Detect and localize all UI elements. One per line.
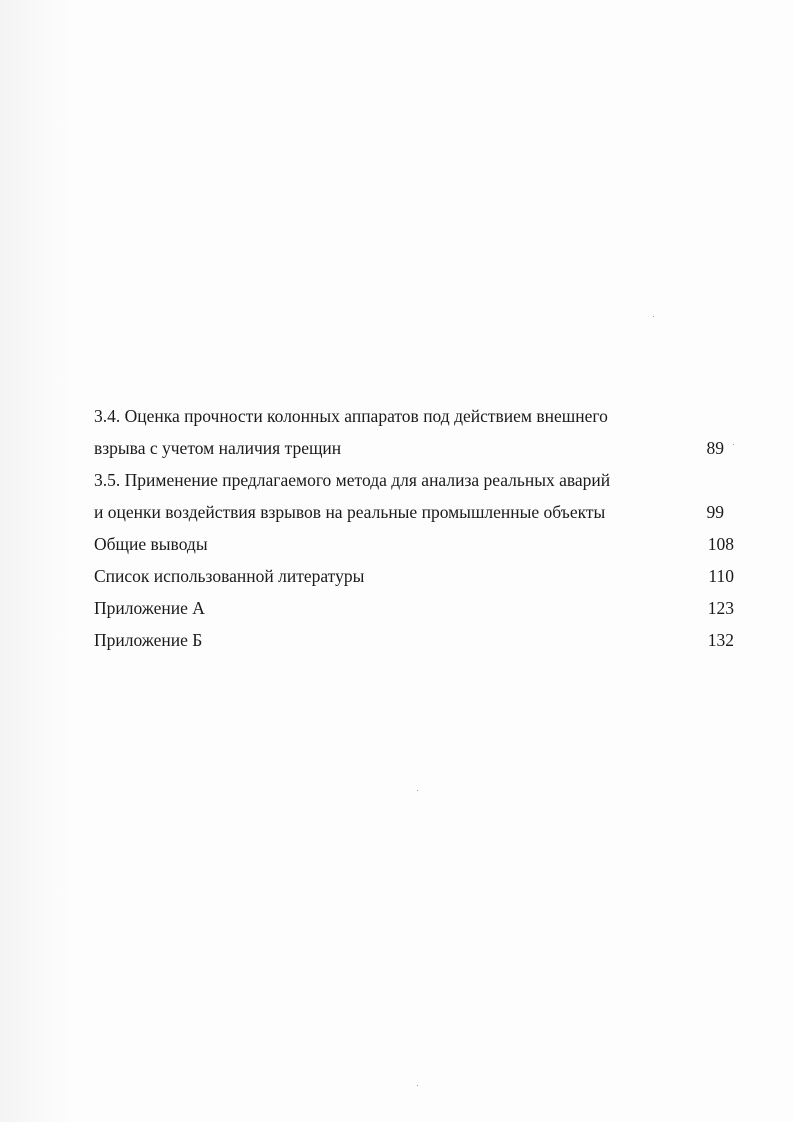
toc-entry-references [94, 560, 734, 592]
table-of-contents [94, 400, 734, 656]
scan-speck [417, 1085, 418, 1086]
toc-entry-3-4 [94, 400, 734, 464]
toc-page-number: 123 [707, 598, 734, 618]
toc-page-number: 89 [706, 438, 724, 458]
toc-entry-title-line: взрыва с учетом наличия трещин [94, 438, 342, 458]
toc-page-number: 99 [706, 502, 724, 522]
toc-entry-3-5 [94, 464, 734, 528]
toc-entry-title-line: Список использованной литературы [94, 566, 365, 586]
toc-entry-title-line: Приложение А [94, 598, 205, 618]
scan-shadow [0, 0, 70, 1122]
toc-entry-title-line: 3.4. Оценка прочности колонных аппаратов под действием внешнего [94, 406, 608, 426]
toc-entry-title-line: и оценки воздействия взрывов на реальные промышленные объекты [94, 502, 606, 522]
toc-entry-appendix-a [94, 592, 734, 624]
toc-entry-general-conclusions [94, 528, 734, 560]
toc-page-number: 110 [708, 566, 734, 586]
toc-page-number: 108 [707, 534, 734, 554]
scan-speck [417, 790, 418, 791]
toc-entry-title-line: Общие выводы [94, 534, 208, 554]
scan-speck [653, 316, 654, 317]
toc-entry-title-line: 3.5. Применение предлагаемого метода для анализа реальных аварий [94, 470, 611, 490]
toc-page-number: 132 [707, 630, 734, 650]
toc-entry-title-line: Приложение Б [94, 630, 203, 650]
toc-entry-appendix-b [94, 624, 734, 656]
